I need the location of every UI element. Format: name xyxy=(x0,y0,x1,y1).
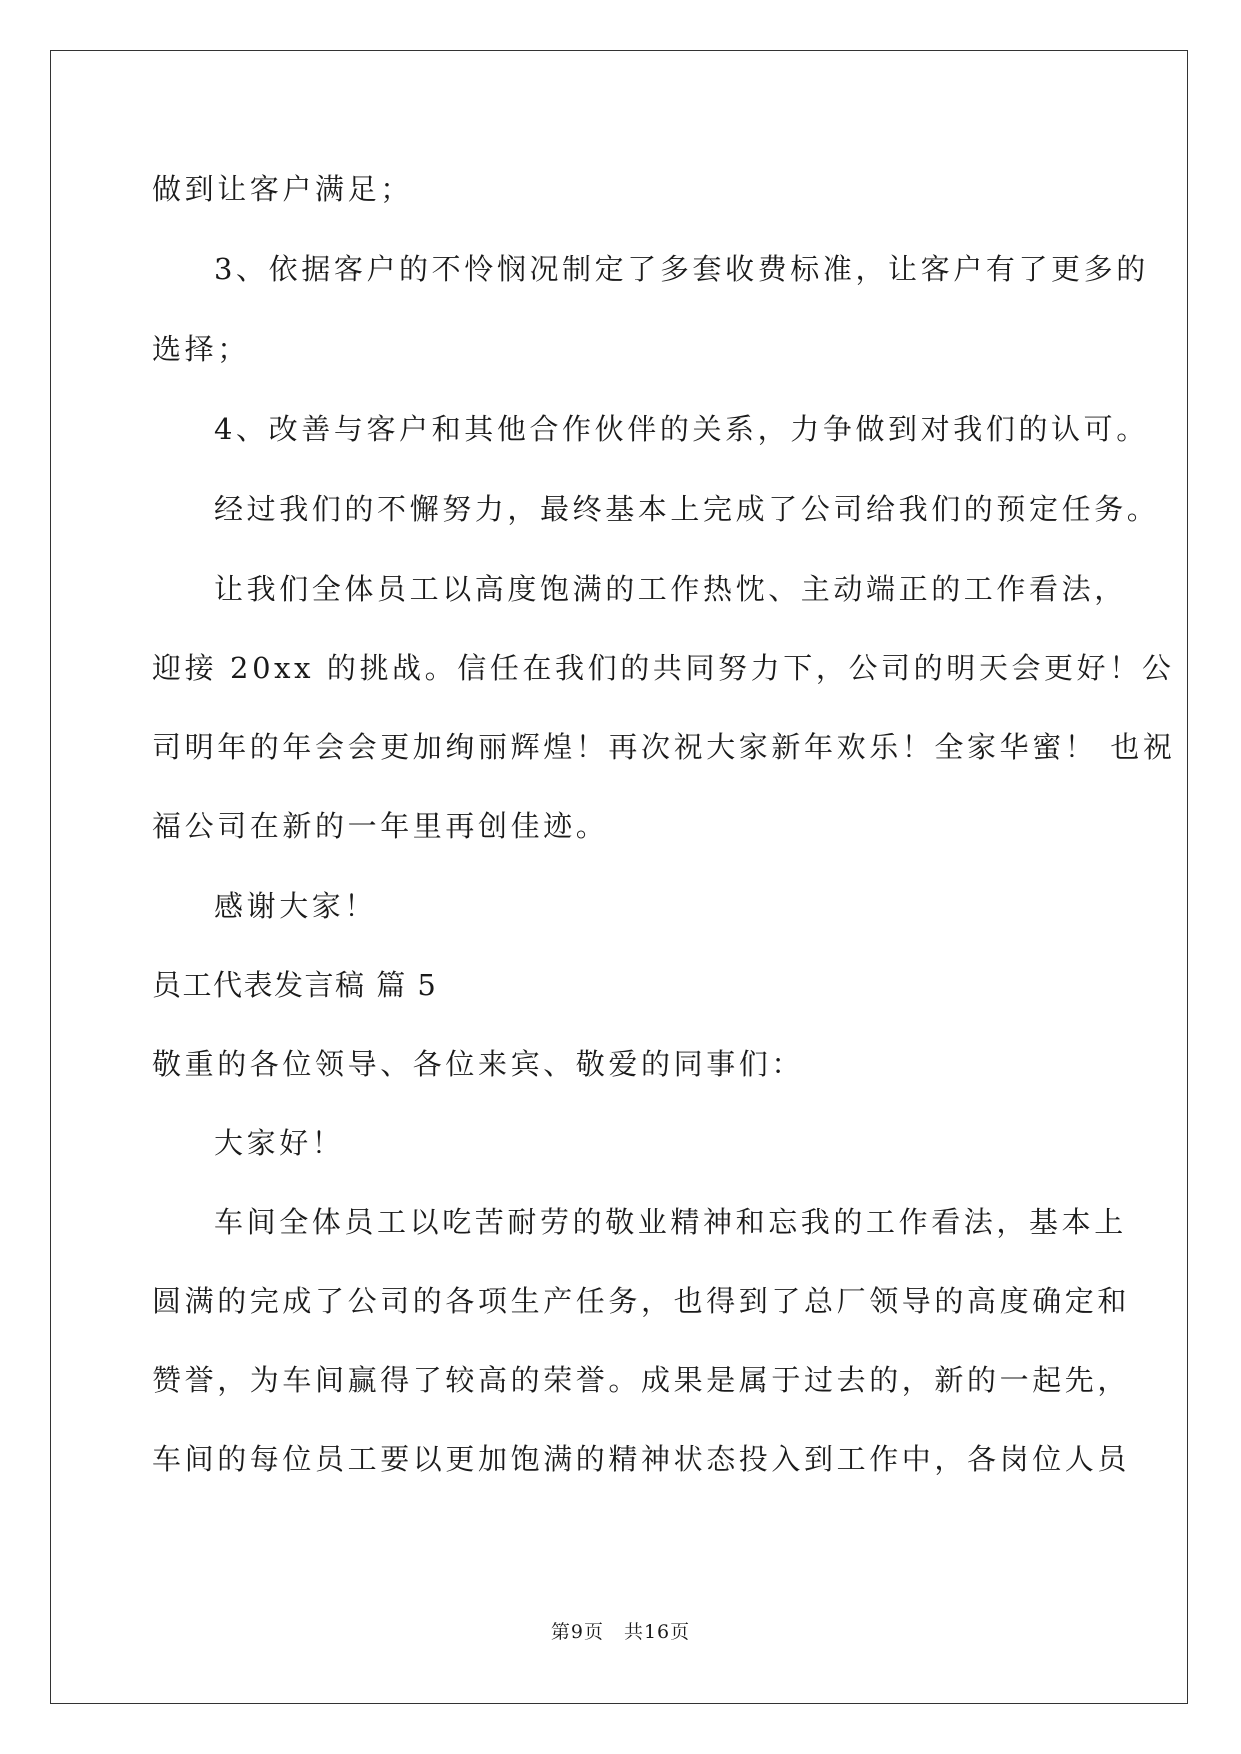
page-total: 共16页 xyxy=(623,1621,691,1643)
text-line: 让我们全体员工以高度饱满的工作热忱、主动端正的工作看法， xyxy=(214,572,1127,606)
text-line: 迎接 20xx 的挑战。信任在我们的共同努力下，公司的明天会更好！公 xyxy=(152,651,1175,685)
page-number: 第9页 xyxy=(550,1621,604,1643)
section-heading: 员工代表发言稿 篇 5 xyxy=(152,968,438,1002)
text-line: 做到让客户满足； xyxy=(152,172,413,206)
page-footer xyxy=(0,1620,1241,1644)
text-line: 车间的每位员工要以更加饱满的精神状态投入到工作中，各岗位人员 xyxy=(152,1442,1131,1476)
text-line: 圆满的完成了公司的各项生产任务，也得到了总厂领导的高度确定和 xyxy=(152,1284,1131,1318)
text-line: 3、依据客户的不怜悯况制定了多套收费标准，让客户有了更多的 xyxy=(214,252,1149,286)
salutation: 敬重的各位领导、各位来宾、敬爱的同事们： xyxy=(152,1047,805,1081)
text-line: 经过我们的不懈努力，最终基本上完成了公司给我们的预定任务。 xyxy=(214,492,1160,526)
text-line: 感谢大家！ xyxy=(214,889,378,923)
text-line: 选择； xyxy=(152,332,250,366)
text-line: 司明年的年会会更加绚丽辉煌！再次祝大家新年欢乐！全家华蜜！ 也祝 xyxy=(152,730,1176,764)
greeting: 大家好！ xyxy=(214,1126,345,1160)
text-line: 福公司在新的一年里再创佳迹。 xyxy=(152,809,609,843)
text-line: 车间全体员工以吃苦耐劳的敬业精神和忘我的工作看法，基本上 xyxy=(214,1205,1127,1239)
text-line: 赞誉，为车间赢得了较高的荣誉。成果是属于过去的，新的一起先， xyxy=(152,1363,1131,1397)
text-line: 4、改善与客户和其他合作伙伴的关系，力争做到对我们的认可。 xyxy=(214,412,1149,446)
